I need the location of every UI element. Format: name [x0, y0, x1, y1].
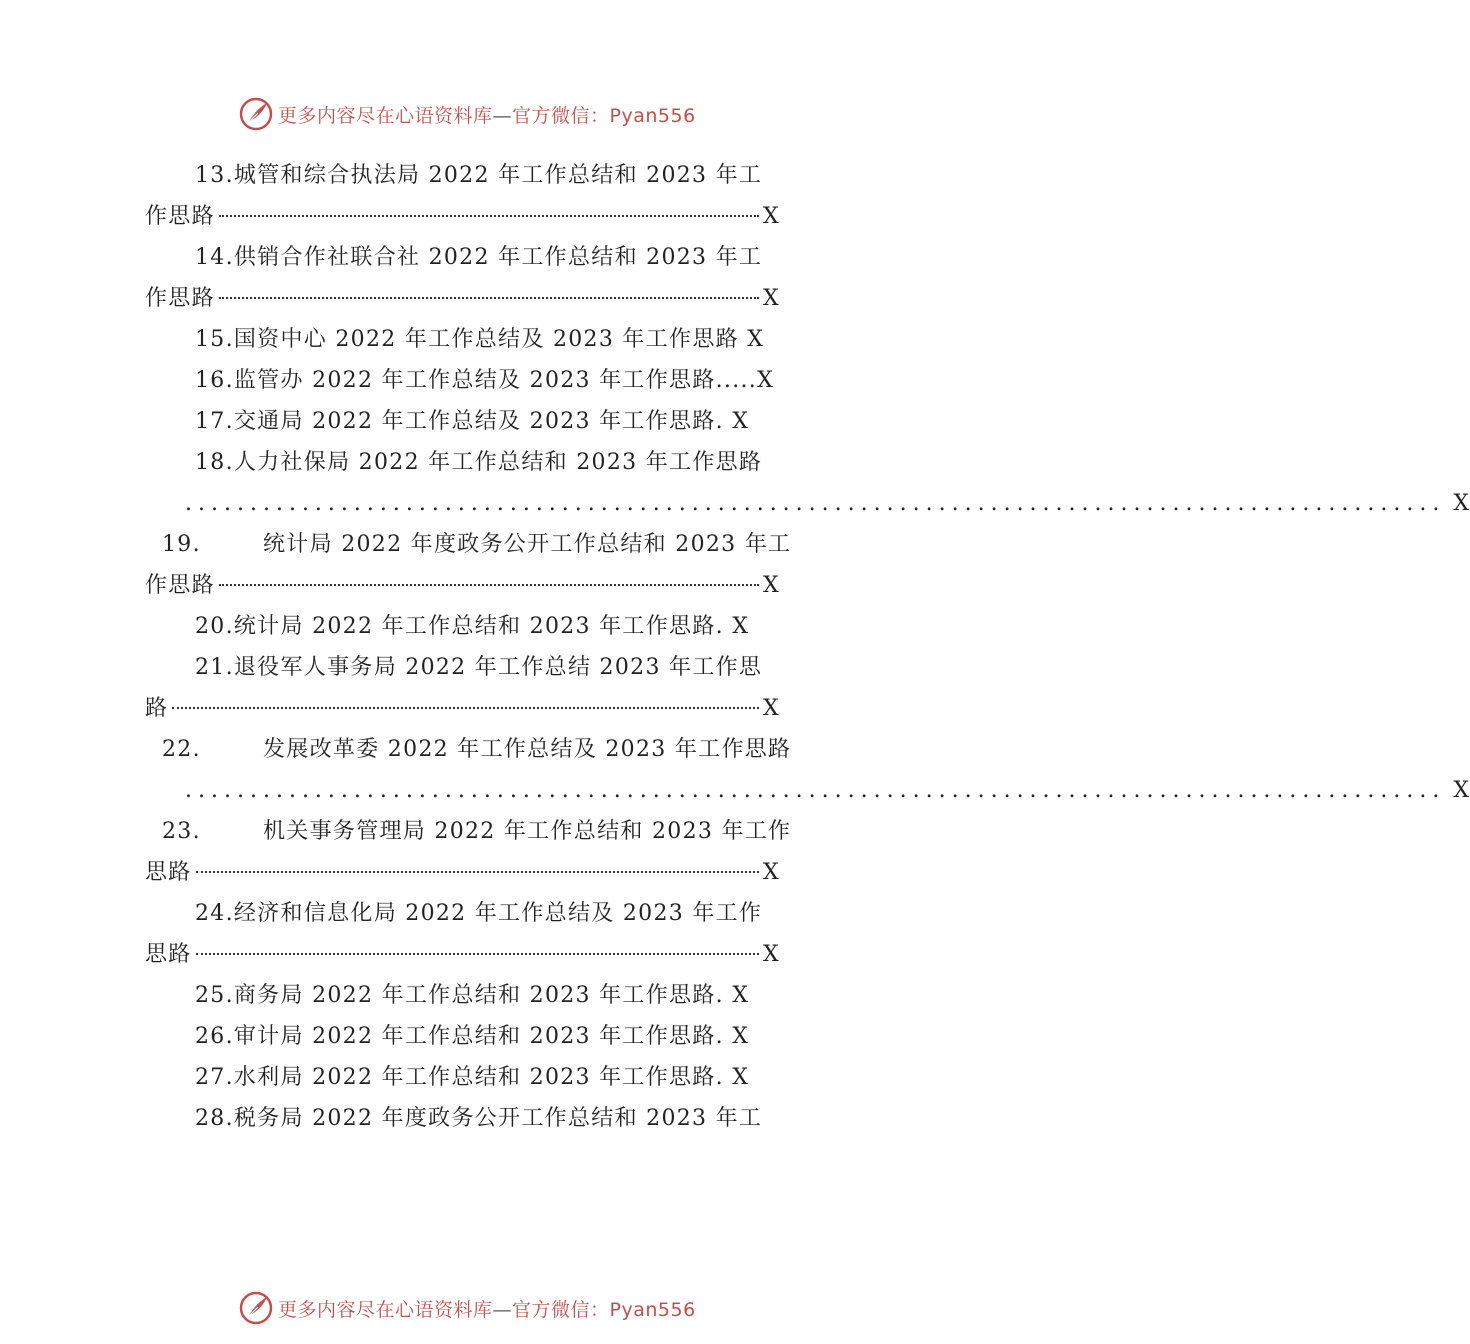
toc-line	[145, 401, 810, 442]
watermark-wechat-label: 官方微信：	[512, 1298, 610, 1321]
toc-line-continuation	[145, 770, 1470, 811]
toc-text: 统计局 2022 年度政务公开工作总结和 2023 年工	[263, 532, 792, 557]
toc-text: 26.审计局 2022 年工作总结和 2023 年工作思路. X	[195, 1024, 750, 1049]
dot-leader: .................................................................................................	[185, 491, 1446, 516]
toc-number: 19.	[162, 532, 201, 557]
watermark-wechat-label: 官方微信：	[512, 104, 610, 127]
dot-leader: .................................................................................................	[185, 778, 1446, 803]
footer-watermark	[238, 1290, 696, 1326]
toc-line	[145, 606, 810, 647]
dot-leader	[219, 297, 759, 299]
page-number: X	[763, 860, 780, 885]
toc-line-continuation	[145, 483, 1470, 524]
page-number: X	[1453, 491, 1470, 516]
toc-line	[145, 237, 810, 278]
toc-line-continuation	[145, 278, 810, 319]
toc-text: 18.人力社保局 2022 年工作总结和 2023 年工作思路	[195, 450, 763, 475]
toc-line	[145, 319, 810, 360]
toc-line	[145, 155, 810, 196]
dot-leader	[196, 953, 759, 955]
toc-line	[145, 442, 810, 483]
toc-line-continuation	[145, 934, 810, 975]
toc-line	[145, 893, 810, 934]
toc-number: 23.	[162, 819, 201, 844]
header-watermark	[238, 96, 696, 132]
dot-leader	[219, 215, 759, 217]
dot-leader	[172, 707, 759, 709]
toc-text: 20.统计局 2022 年工作总结和 2023 年工作思路. X	[195, 614, 750, 639]
watermark-separator: —	[492, 1298, 513, 1321]
toc-text: 21.退役军人事务局 2022 年工作总结 2023 年工作思	[195, 655, 763, 680]
toc-line	[145, 729, 810, 770]
toc-line	[145, 811, 810, 852]
toc-text: 机关事务管理局 2022 年工作总结和 2023 年工作	[263, 819, 792, 844]
toc-line	[145, 1098, 810, 1139]
page-number: X	[763, 573, 780, 598]
quill-circle-icon	[238, 96, 274, 132]
toc-text: 路	[145, 696, 169, 721]
toc-text: 27.水利局 2022 年工作总结和 2023 年工作思路. X	[195, 1065, 750, 1090]
page-number: X	[763, 204, 780, 229]
toc-line	[145, 1057, 810, 1098]
toc-text: 24.经济和信息化局 2022 年工作总结及 2023 年工作	[195, 901, 763, 926]
toc-line	[145, 524, 810, 565]
page-number: X	[763, 286, 780, 311]
watermark-wechat-id: Pyan556	[609, 104, 696, 127]
table-of-contents	[145, 155, 1470, 1139]
watermark-separator: —	[492, 104, 513, 127]
toc-text: 14.供销合作社联合社 2022 年工作总结和 2023 年工	[195, 245, 763, 270]
toc-line	[145, 360, 810, 401]
page-number: X	[763, 942, 780, 967]
toc-line-continuation	[145, 852, 810, 893]
toc-text: 作思路	[145, 204, 215, 229]
toc-text: 思路	[145, 942, 192, 967]
dot-leader	[196, 871, 759, 873]
watermark-text	[278, 101, 696, 128]
watermark-main: 更多内容尽在心语资料库	[278, 1298, 493, 1321]
toc-line	[145, 1016, 810, 1057]
toc-text: 13.城管和综合执法局 2022 年工作总结和 2023 年工	[195, 163, 763, 188]
dot-leader	[219, 584, 759, 586]
watermark-main: 更多内容尽在心语资料库	[278, 104, 493, 127]
quill-circle-icon	[238, 1290, 274, 1326]
toc-text: 作思路	[145, 286, 215, 311]
toc-line	[145, 975, 810, 1016]
toc-number: 22.	[162, 737, 201, 762]
watermark-wechat-id: Pyan556	[609, 1298, 696, 1321]
toc-line	[145, 647, 810, 688]
toc-text: 作思路	[145, 573, 215, 598]
toc-line-continuation	[145, 565, 810, 606]
toc-text: 17.交通局 2022 年工作总结及 2023 年工作思路. X	[195, 409, 750, 434]
page-number: X	[763, 696, 780, 721]
toc-text: 28.税务局 2022 年度政务公开工作总结和 2023 年工	[195, 1106, 763, 1131]
toc-text: 16.监管办 2022 年工作总结及 2023 年工作思路.....X	[195, 368, 775, 393]
toc-text: 发展改革委 2022 年工作总结及 2023 年工作思路	[263, 737, 792, 762]
toc-text: 思路	[145, 860, 192, 885]
toc-line-continuation	[145, 688, 810, 729]
watermark-text	[278, 1295, 696, 1322]
page-number: X	[1453, 778, 1470, 803]
toc-line-continuation	[145, 196, 810, 237]
toc-text: 25.商务局 2022 年工作总结和 2023 年工作思路. X	[195, 983, 750, 1008]
toc-text: 15.国资中心 2022 年工作总结及 2023 年工作思路 X	[195, 327, 765, 352]
